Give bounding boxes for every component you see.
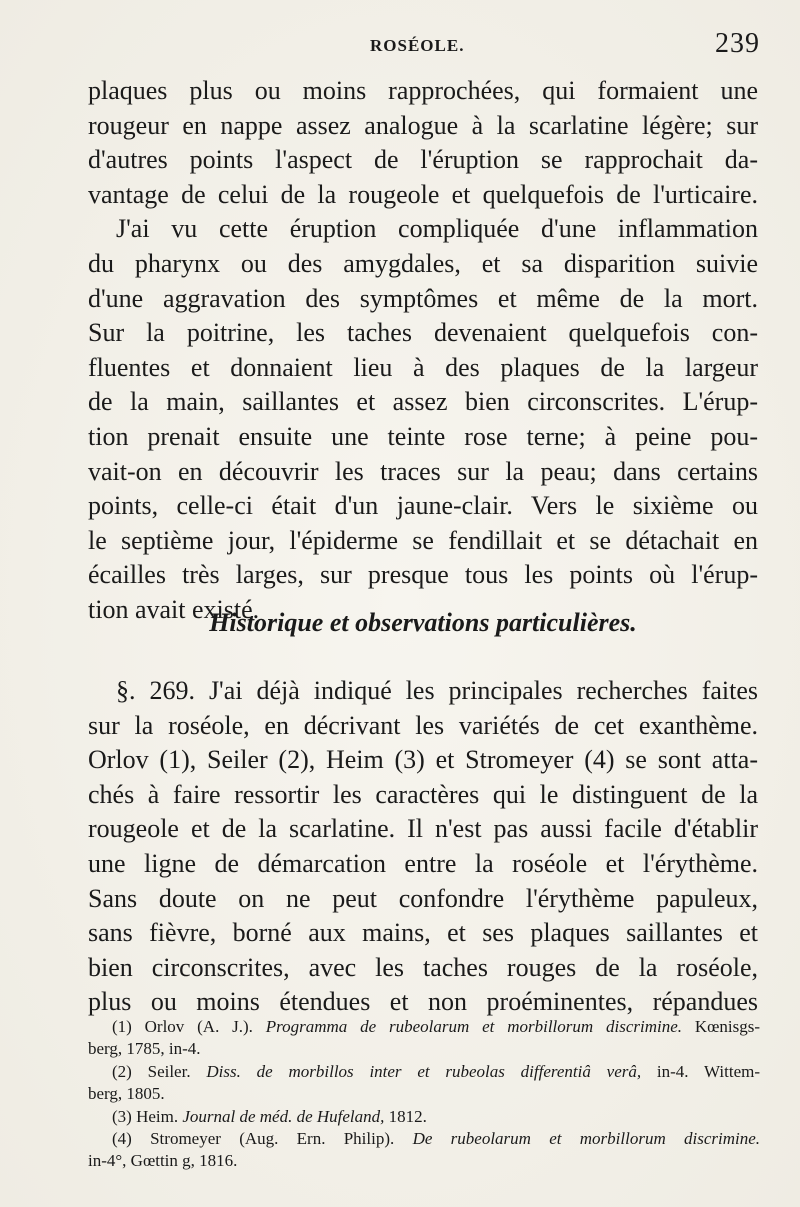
footnote-3 (88, 1106, 760, 1128)
text-line: points, celle-ci était d'un jaune-clair. Vers le sixième ou (88, 491, 758, 521)
text-line: rougeur en nappe assez analogue à la scarlatine légère; sur (88, 110, 758, 140)
footnote-4 (88, 1128, 760, 1150)
text-line: Sans doute on ne peut confondre l'érythème papuleux, (88, 883, 758, 913)
footnote-title: Diss. de morbillos inter et rubeolas differentiâ verâ, (206, 1061, 642, 1081)
text-line: §. 269. J'ai déjà indiqué les principales recherches faites (116, 676, 758, 705)
text-line: tion avait existé. (88, 594, 260, 624)
text-line: J'ai vu cette éruption compliquée d'une inflammation (116, 214, 758, 244)
text-line: une ligne de démarcation entre la roséole et l'érythème. (88, 848, 758, 878)
footnote-1-cont: berg, 1785, in-4. (88, 1039, 201, 1059)
text-line: Orlov (1), Seiler (2), Heim (3) et Stromeyer (4) se sont atta- (88, 745, 758, 775)
text-line: du pharynx ou des amygdales, et sa disparition suivie (88, 248, 758, 278)
footnote-author: (3) Heim. (112, 1106, 179, 1126)
footnote-title: Journal de méd. de Hufeland, (182, 1106, 385, 1126)
footnote-author: (2) Seiler. (112, 1061, 191, 1081)
text-line: chés à faire ressortir les caractères qui le distinguent de la (88, 779, 758, 809)
text-line: fluentes et donnaient lieu à des plaques de la largeur (88, 352, 758, 382)
footnote-2-cont: berg, 1805. (88, 1084, 165, 1104)
footnote-publisher: in-4. Wittem- (656, 1061, 761, 1081)
text-line: bien circonscrites, avec les taches rouges de la roséole, (88, 952, 758, 982)
text-line: écailles très larges, sur presque tous les points où l'érup- (88, 560, 758, 590)
footnote-4-cont: in-4°, Gœttin g, 1816. (88, 1151, 238, 1171)
footnote-author: (4) Stromeyer (Aug. Ern. Philip). (112, 1129, 395, 1149)
text-line: plaques plus ou moins rapprochées, qui formaient une (88, 76, 758, 105)
text-line: Sur la poitrine, les taches devenaient quelquefois con- (88, 318, 758, 348)
section-heading: Historique et observations particulières. (209, 608, 637, 637)
text-line: rougeole et de la scarlatine. Il n'est pas aussi facile d'établir (88, 814, 758, 844)
text-line: sur la roséole, en décrivant les variétés de cet exanthème. (88, 710, 758, 740)
footnote-year: 1812. (388, 1106, 427, 1126)
running-head: ROSÉOLE. (370, 36, 465, 55)
text-line: tion prenait ensuite une teinte rose terne; à peine pou- (88, 421, 758, 451)
page-header (88, 30, 760, 70)
page-number: 239 (715, 28, 760, 59)
text-line: plus ou moins étendues et non proéminentes, répandues (88, 987, 758, 1017)
text-line: d'une aggravation des symptômes et même de la mort. (88, 283, 758, 313)
footnote-1 (88, 1016, 760, 1038)
body-text (88, 74, 758, 628)
text-line: vait-on en découvrir les traces sur la peau; dans certains (88, 456, 758, 486)
text-line: de la main, saillantes et assez bien circonscrites. L'érup- (88, 387, 758, 417)
text-line: vantage de celui de la rougeole et quelquefois de l'urticaire. (88, 179, 758, 209)
text-line: le septième jour, l'épiderme se fendillait et se détachait en (88, 525, 758, 555)
text-line: d'autres points l'aspect de l'éruption se rapprochait da- (88, 145, 758, 175)
footnote-author: (1) Orlov (A. J.). (112, 1017, 253, 1036)
footnotes (88, 1016, 760, 1173)
text-line: sans fièvre, borné aux mains, et ses plaques saillantes et (88, 918, 758, 948)
footnote-title: De rubeolarum et morbillorum discrimine. (412, 1129, 761, 1149)
footnote-2 (88, 1061, 760, 1083)
section-text (88, 674, 758, 1020)
footnote-title: Programma de rubeolarum et morbillorum discrimine. (265, 1017, 683, 1036)
footnote-publisher: Kœnisgs- (694, 1017, 761, 1036)
